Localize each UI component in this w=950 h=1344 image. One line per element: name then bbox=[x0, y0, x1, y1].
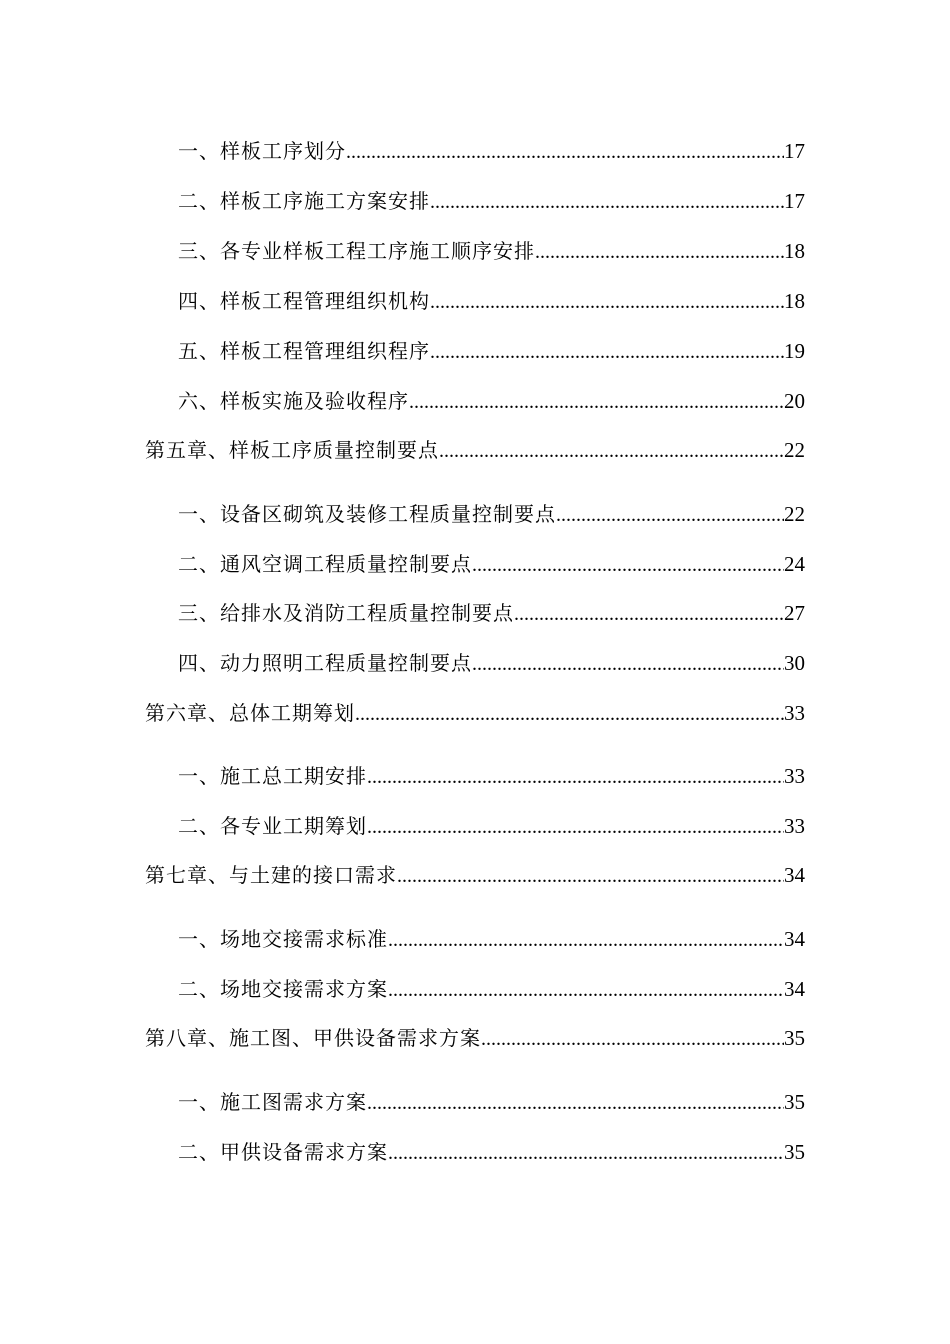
toc-entry[interactable] bbox=[178, 811, 805, 841]
toc-leader-dots bbox=[367, 812, 784, 842]
toc-leader-dots bbox=[430, 337, 784, 367]
toc-entry-page: 35 bbox=[784, 1140, 805, 1164]
toc-entry-page: 20 bbox=[784, 389, 805, 413]
toc-leader-dots bbox=[388, 925, 784, 955]
toc-entry-title: 一、样板工序划分 bbox=[178, 139, 346, 163]
toc-leader-dots bbox=[355, 699, 784, 729]
toc-entry[interactable] bbox=[178, 761, 805, 791]
toc-entry-page: 34 bbox=[784, 977, 805, 1001]
toc-entry-title: 三、给排水及消防工程质量控制要点 bbox=[178, 601, 514, 625]
toc-entry-page: 27 bbox=[784, 601, 805, 625]
toc-leader-dots bbox=[397, 861, 784, 891]
toc-entry-page: 18 bbox=[784, 289, 805, 313]
toc-entry-title: 一、场地交接需求标准 bbox=[178, 927, 388, 951]
toc-entry-title: 二、各专业工期筹划 bbox=[178, 814, 367, 838]
toc-entry[interactable] bbox=[178, 598, 805, 628]
toc-entry-page: 30 bbox=[784, 651, 805, 675]
toc-chapter-entry[interactable] bbox=[145, 1023, 805, 1053]
toc-entry-page: 33 bbox=[784, 764, 805, 788]
toc-entry-title: 六、样板实施及验收程序 bbox=[178, 389, 409, 413]
toc-entry-page: 35 bbox=[784, 1090, 805, 1114]
toc-leader-dots bbox=[430, 287, 784, 317]
toc-entry-page: 33 bbox=[784, 701, 805, 725]
toc-chapter-entry[interactable] bbox=[145, 860, 805, 890]
toc-leader-dots bbox=[367, 762, 784, 792]
toc-entry[interactable] bbox=[178, 549, 805, 579]
toc-entry-page: 24 bbox=[784, 552, 805, 576]
toc-entry-title: 二、甲供设备需求方案 bbox=[178, 1140, 388, 1164]
toc-entry-title: 第六章、总体工期筹划 bbox=[145, 701, 355, 725]
toc-leader-dots bbox=[556, 500, 784, 530]
toc-entry-title: 五、样板工程管理组织程序 bbox=[178, 339, 430, 363]
toc-entry-page: 17 bbox=[784, 189, 805, 213]
toc-leader-dots bbox=[346, 137, 784, 167]
toc-entry-title: 第五章、样板工序质量控制要点 bbox=[145, 438, 439, 462]
toc-leader-dots bbox=[514, 599, 784, 629]
toc-leader-dots bbox=[535, 237, 784, 267]
toc-entry[interactable] bbox=[178, 648, 805, 678]
toc-leader-dots bbox=[409, 387, 784, 417]
toc-leader-dots bbox=[472, 550, 784, 580]
toc-entry-title: 二、场地交接需求方案 bbox=[178, 977, 388, 1001]
toc-entry-title: 二、通风空调工程质量控制要点 bbox=[178, 552, 472, 576]
toc-leader-dots bbox=[472, 649, 784, 679]
toc-entry[interactable] bbox=[178, 974, 805, 1004]
toc-entry-page: 22 bbox=[784, 502, 805, 526]
toc-leader-dots bbox=[430, 187, 784, 217]
toc-entry[interactable] bbox=[178, 924, 805, 954]
toc-chapter-entry[interactable] bbox=[145, 435, 805, 465]
toc-entry-page: 18 bbox=[784, 239, 805, 263]
toc-entry[interactable] bbox=[178, 499, 805, 529]
toc-entry[interactable] bbox=[178, 236, 805, 266]
toc-entry-page: 35 bbox=[784, 1026, 805, 1050]
toc-entry[interactable] bbox=[178, 1087, 805, 1117]
toc-entry-title: 一、施工总工期安排 bbox=[178, 764, 367, 788]
toc-entry-title: 一、施工图需求方案 bbox=[178, 1090, 367, 1114]
toc-entry-title: 二、样板工序施工方案安排 bbox=[178, 189, 430, 213]
toc-entry-page: 34 bbox=[784, 927, 805, 951]
toc-entry-title: 三、各专业样板工程工序施工顺序安排 bbox=[178, 239, 535, 263]
toc-entry[interactable] bbox=[178, 1137, 805, 1167]
toc-entry[interactable] bbox=[178, 286, 805, 316]
toc-leader-dots bbox=[388, 975, 784, 1005]
toc-entry-title: 第七章、与土建的接口需求 bbox=[145, 863, 397, 887]
toc-entry[interactable] bbox=[178, 136, 805, 166]
toc-entry-page: 33 bbox=[784, 814, 805, 838]
toc-entry-page: 19 bbox=[784, 339, 805, 363]
toc-entry-title: 一、设备区砌筑及装修工程质量控制要点 bbox=[178, 502, 556, 526]
toc-entry-page: 34 bbox=[784, 863, 805, 887]
toc-leader-dots bbox=[388, 1138, 784, 1168]
toc-entry-title: 四、样板工程管理组织机构 bbox=[178, 289, 430, 313]
toc-chapter-entry[interactable] bbox=[145, 698, 805, 728]
toc-entry[interactable] bbox=[178, 386, 805, 416]
toc-leader-dots bbox=[367, 1088, 784, 1118]
toc-entry-title: 四、动力照明工程质量控制要点 bbox=[178, 651, 472, 675]
toc-entry-title: 第八章、施工图、甲供设备需求方案 bbox=[145, 1026, 481, 1050]
toc-entry-page: 22 bbox=[784, 438, 805, 462]
toc-leader-dots bbox=[439, 436, 784, 466]
toc-leader-dots bbox=[481, 1024, 784, 1054]
toc-entry[interactable] bbox=[178, 186, 805, 216]
toc-entry-page: 17 bbox=[784, 139, 805, 163]
toc-entry[interactable] bbox=[178, 336, 805, 366]
